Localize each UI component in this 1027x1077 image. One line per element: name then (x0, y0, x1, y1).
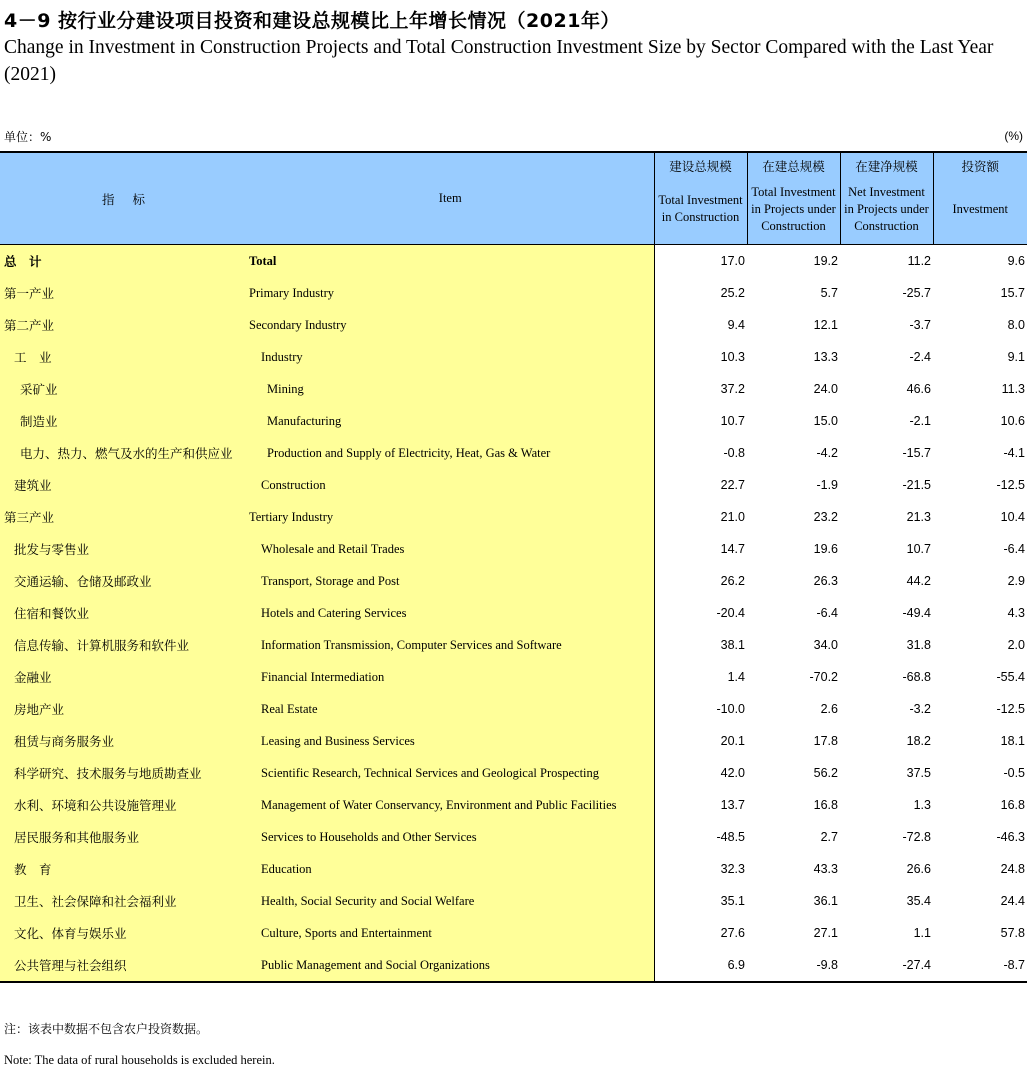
row-value: 15.7 (933, 277, 1027, 309)
row-label-cn: 文化、体育与娱乐业 (0, 917, 247, 949)
row-label-en: Primary Industry (247, 277, 654, 309)
table-row (0, 949, 1027, 982)
row-value: 42.0 (654, 757, 747, 789)
table-row (0, 501, 1027, 533)
row-value: 10.7 (654, 405, 747, 437)
row-value: 26.3 (747, 565, 840, 597)
row-value: 17.0 (654, 245, 747, 278)
table-row (0, 725, 1027, 757)
row-label-cn: 租赁与商务服务业 (0, 725, 247, 757)
row-value: -0.5 (933, 757, 1027, 789)
row-label-en: Total (247, 245, 654, 278)
table-row (0, 693, 1027, 725)
row-value: 1.3 (840, 789, 933, 821)
row-label-en: Leasing and Business Services (247, 725, 654, 757)
row-value: 17.8 (747, 725, 840, 757)
row-label-cn: 科学研究、技术服务与地质勘查业 (0, 757, 247, 789)
header-total-investment-projects (747, 152, 840, 245)
row-value: 6.9 (654, 949, 747, 982)
row-value: 5.7 (747, 277, 840, 309)
table-row (0, 661, 1027, 693)
row-label-cn: 住宿和餐饮业 (0, 597, 247, 629)
row-value: -27.4 (840, 949, 933, 982)
row-value: 8.0 (933, 309, 1027, 341)
table-row (0, 437, 1027, 469)
row-label-en: Education (247, 853, 654, 885)
row-value: -2.4 (840, 341, 933, 373)
row-value: 1.4 (654, 661, 747, 693)
row-value: 16.8 (933, 789, 1027, 821)
header-col-en: Net Investment in Projects under Construction (844, 184, 929, 233)
header-item-en (247, 152, 654, 245)
row-value: 10.3 (654, 341, 747, 373)
table-row (0, 373, 1027, 405)
row-value: 27.1 (747, 917, 840, 949)
header-col-cn: 投资额 (961, 159, 999, 174)
row-value: 2.6 (747, 693, 840, 725)
table-row (0, 309, 1027, 341)
row-value: 26.2 (654, 565, 747, 597)
table-row (0, 565, 1027, 597)
header-col-cn: 在建净规模 (855, 159, 918, 174)
row-label-cn: 采矿业 (0, 373, 247, 405)
header-total-investment-construction (654, 152, 747, 245)
row-value: -12.5 (933, 469, 1027, 501)
row-value: 43.3 (747, 853, 840, 885)
row-label-en: Financial Intermediation (247, 661, 654, 693)
row-value: 34.0 (747, 629, 840, 661)
row-label-en: Tertiary Industry (247, 501, 654, 533)
unit-label-cn: 单位：% (4, 130, 52, 144)
row-label-cn: 信息传输、计算机服务和软件业 (0, 629, 247, 661)
row-value: 26.6 (840, 853, 933, 885)
row-value: 2.0 (933, 629, 1027, 661)
row-label-en: Culture, Sports and Entertainment (247, 917, 654, 949)
row-value: 10.7 (840, 533, 933, 565)
header-col-cn: 在建总规模 (762, 159, 825, 174)
row-value: -12.5 (933, 693, 1027, 725)
row-label-cn: 卫生、社会保障和社会福利业 (0, 885, 247, 917)
row-value: 37.2 (654, 373, 747, 405)
row-label-en: Management of Water Conservancy, Environment and Public Facilities (247, 789, 654, 821)
row-value: -21.5 (840, 469, 933, 501)
table-row (0, 885, 1027, 917)
row-value: 32.3 (654, 853, 747, 885)
row-value: -49.4 (840, 597, 933, 629)
row-value: 19.6 (747, 533, 840, 565)
table-row (0, 821, 1027, 853)
table-row (0, 853, 1027, 885)
row-value: -9.8 (747, 949, 840, 982)
row-value: 2.7 (747, 821, 840, 853)
row-value: 24.4 (933, 885, 1027, 917)
footnote-cn: 注：该表中数据不包含农户投资数据。 (4, 1022, 209, 1036)
row-label-en: Secondary Industry (247, 309, 654, 341)
row-value: 27.6 (654, 917, 747, 949)
row-value: 10.4 (933, 501, 1027, 533)
row-value: 35.1 (654, 885, 747, 917)
row-label-en: Real Estate (247, 693, 654, 725)
row-value: -20.4 (654, 597, 747, 629)
table-body (0, 245, 1027, 983)
row-value: -0.8 (654, 437, 747, 469)
row-value: 9.1 (933, 341, 1027, 373)
table-title-en: Change in Investment in Construction Projects and Total Construction Investment Size by Sector Compared with the Last Year (2021) (4, 37, 994, 85)
table-title-cn: 4－9 按行业分建设项目投资和建设总规模比上年增长情况（2021年） (4, 10, 620, 32)
table-row (0, 789, 1027, 821)
row-value: -55.4 (933, 661, 1027, 693)
row-label-cn: 电力、热力、燃气及水的生产和供应业 (0, 437, 247, 469)
row-label-cn: 制造业 (0, 405, 247, 437)
row-value: 57.8 (933, 917, 1027, 949)
row-value: -72.8 (840, 821, 933, 853)
row-value: -6.4 (747, 597, 840, 629)
row-value: 19.2 (747, 245, 840, 278)
row-value: 15.0 (747, 405, 840, 437)
row-label-en: Mining (247, 373, 654, 405)
statistics-table (0, 151, 1027, 983)
table-row (0, 597, 1027, 629)
row-value: 44.2 (840, 565, 933, 597)
row-value: -1.9 (747, 469, 840, 501)
row-label-en: Manufacturing (247, 405, 654, 437)
row-label-cn: 水利、环境和公共设施管理业 (0, 789, 247, 821)
row-value: 13.3 (747, 341, 840, 373)
row-value: -4.2 (747, 437, 840, 469)
header-item-cn-label: 指标 (101, 191, 163, 207)
row-value: -4.1 (933, 437, 1027, 469)
row-label-en: Hotels and Catering Services (247, 597, 654, 629)
row-label-en: Wholesale and Retail Trades (247, 533, 654, 565)
row-label-cn: 房地产业 (0, 693, 247, 725)
row-value: 12.1 (747, 309, 840, 341)
row-label-cn: 批发与零售业 (0, 533, 247, 565)
row-value: -68.8 (840, 661, 933, 693)
row-label-cn: 工 业 (0, 341, 247, 373)
row-label-cn: 金融业 (0, 661, 247, 693)
row-value: 2.9 (933, 565, 1027, 597)
row-value: -10.0 (654, 693, 747, 725)
row-value: 24.0 (747, 373, 840, 405)
row-value: 37.5 (840, 757, 933, 789)
row-label-en: Information Transmission, Computer Services and Software (247, 629, 654, 661)
row-value: 11.2 (840, 245, 933, 278)
row-label-cn: 第一产业 (0, 277, 247, 309)
row-value: 22.7 (654, 469, 747, 501)
header-investment (933, 152, 1027, 245)
row-value: 31.8 (840, 629, 933, 661)
row-value: 36.1 (747, 885, 840, 917)
row-value: -6.4 (933, 533, 1027, 565)
row-value: 11.3 (933, 373, 1027, 405)
table-row (0, 629, 1027, 661)
row-label-cn: 建筑业 (0, 469, 247, 501)
row-value: -48.5 (654, 821, 747, 853)
row-value: 46.6 (840, 373, 933, 405)
row-value: -46.3 (933, 821, 1027, 853)
row-label-en: Transport, Storage and Post (247, 565, 654, 597)
row-value: -3.7 (840, 309, 933, 341)
header-col-cn: 建设总规模 (669, 159, 732, 174)
table-row (0, 245, 1027, 278)
header-item-en-label: Item (438, 191, 462, 205)
row-label-en: Public Management and Social Organizations (247, 949, 654, 982)
header-item-cn (0, 152, 247, 245)
row-label-en: Scientific Research, Technical Services and Geological Prospecting (247, 757, 654, 789)
row-value: -2.1 (840, 405, 933, 437)
table-row (0, 277, 1027, 309)
row-value: -25.7 (840, 277, 933, 309)
row-value: -3.2 (840, 693, 933, 725)
table-row (0, 533, 1027, 565)
row-label-cn: 总 计 (0, 245, 247, 278)
table-row (0, 405, 1027, 437)
row-value: 35.4 (840, 885, 933, 917)
row-label-en: Industry (247, 341, 654, 373)
row-value: 4.3 (933, 597, 1027, 629)
row-value: 21.3 (840, 501, 933, 533)
footnote-en: Note: The data of rural households is excluded herein. (4, 1053, 275, 1067)
row-value: 24.8 (933, 853, 1027, 885)
row-value: -70.2 (747, 661, 840, 693)
header-col-en: Total Investment in Projects under Construction (751, 184, 836, 233)
row-value: -15.7 (840, 437, 933, 469)
row-value: 9.4 (654, 309, 747, 341)
row-label-en: Services to Households and Other Services (247, 821, 654, 853)
table-row (0, 469, 1027, 501)
table-header-row (0, 152, 1027, 245)
row-value: 18.1 (933, 725, 1027, 757)
row-value: -8.7 (933, 949, 1027, 982)
header-net-investment-projects (840, 152, 933, 245)
table-row (0, 341, 1027, 373)
row-label-cn: 第二产业 (0, 309, 247, 341)
row-label-cn: 公共管理与社会组织 (0, 949, 247, 982)
row-value: 21.0 (654, 501, 747, 533)
row-value: 14.7 (654, 533, 747, 565)
header-col-en: Total Investment in Construction (658, 193, 743, 224)
unit-label-en: (%) (1004, 129, 1023, 143)
row-value: 20.1 (654, 725, 747, 757)
row-value: 56.2 (747, 757, 840, 789)
row-value: 9.6 (933, 245, 1027, 278)
row-value: 18.2 (840, 725, 933, 757)
row-label-cn: 第三产业 (0, 501, 247, 533)
row-value: 25.2 (654, 277, 747, 309)
table-row (0, 757, 1027, 789)
row-value: 23.2 (747, 501, 840, 533)
table-row (0, 917, 1027, 949)
row-label-cn: 教 育 (0, 853, 247, 885)
row-label-cn: 交通运输、仓储及邮政业 (0, 565, 247, 597)
row-value: 16.8 (747, 789, 840, 821)
header-col-en: Investment (952, 201, 1009, 216)
row-value: 38.1 (654, 629, 747, 661)
row-label-en: Health, Social Security and Social Welfare (247, 885, 654, 917)
row-label-en: Production and Supply of Electricity, Heat, Gas & Water (247, 437, 654, 469)
row-value: 10.6 (933, 405, 1027, 437)
row-value: 13.7 (654, 789, 747, 821)
row-label-cn: 居民服务和其他服务业 (0, 821, 247, 853)
row-label-en: Construction (247, 469, 654, 501)
row-value: 1.1 (840, 917, 933, 949)
